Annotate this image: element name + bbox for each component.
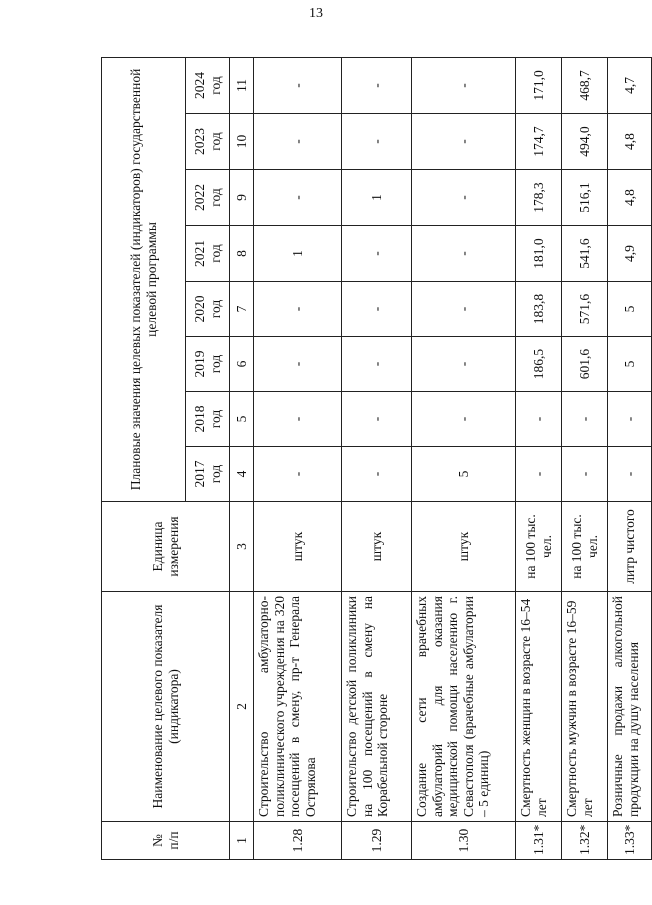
- row-unit: штук: [412, 502, 516, 592]
- row-value: -: [254, 114, 342, 170]
- header-year: 2019 год: [186, 337, 230, 392]
- table-row: [254, 57, 342, 859]
- header-name: Наименование целевого показателя (индикатора): [102, 592, 230, 822]
- index-cell: 2: [230, 592, 254, 822]
- index-row: [230, 57, 254, 859]
- row-value: 4,8: [608, 114, 652, 170]
- table-row: [342, 57, 412, 859]
- row-value: 5: [608, 337, 652, 392]
- row-value: -: [254, 282, 342, 337]
- table-row: [562, 57, 608, 859]
- row-name: Создание сети врачебных амбулаторий для оказания медицинской помощи населению г. Севастополя (врачебные амбулатории – 5 единиц): [412, 592, 516, 822]
- header-year: 2018 год: [186, 392, 230, 447]
- row-value: -: [412, 57, 516, 113]
- header-year: 2022 год: [186, 170, 230, 226]
- row-num: 1.33*: [608, 822, 652, 860]
- row-value: -: [562, 447, 608, 502]
- header-year: 2017 год: [186, 447, 230, 502]
- row-value: 1: [254, 226, 342, 282]
- row-value: 541,6: [562, 226, 608, 282]
- index-cell: 7: [230, 282, 254, 337]
- row-value: 516,1: [562, 170, 608, 226]
- row-value: -: [516, 447, 562, 502]
- row-value: 171,0: [516, 57, 562, 113]
- row-value: -: [516, 392, 562, 447]
- row-unit: на 100 тыс. чел.: [562, 502, 608, 592]
- header-unit: Единица измерения: [102, 502, 230, 592]
- row-value: 1: [342, 170, 412, 226]
- indicators-table: [101, 57, 652, 860]
- row-value: 5: [608, 282, 652, 337]
- row-value: -: [342, 447, 412, 502]
- header-year: 2023 год: [186, 114, 230, 170]
- header-row-1: [102, 57, 186, 859]
- table-row: [412, 57, 516, 859]
- index-cell: 6: [230, 337, 254, 392]
- header-planned: Плановые значения целевых показателей (индикаторов) государственной целевой программы: [102, 57, 186, 501]
- page-number: 13: [309, 6, 323, 21]
- row-value: -: [342, 282, 412, 337]
- header-num: № п/п: [102, 822, 230, 860]
- rotated-table-container: [101, 58, 641, 860]
- row-value: 468,7: [562, 57, 608, 113]
- index-cell: 4: [230, 447, 254, 502]
- row-value: -: [608, 392, 652, 447]
- row-value: -: [254, 447, 342, 502]
- row-unit: штук: [342, 502, 412, 592]
- header-year: 2021 год: [186, 226, 230, 282]
- index-cell: 1: [230, 822, 254, 860]
- row-value: -: [412, 337, 516, 392]
- row-value: 183,8: [516, 282, 562, 337]
- row-num: 1.30: [412, 822, 516, 860]
- row-value: 181,0: [516, 226, 562, 282]
- row-value: -: [608, 447, 652, 502]
- table-row: [608, 57, 652, 859]
- row-value: 4,7: [608, 57, 652, 113]
- row-value: 178,3: [516, 170, 562, 226]
- row-value: -: [254, 337, 342, 392]
- row-name: Смертность женщин в возрасте 16–54 лет: [516, 592, 562, 822]
- row-value: -: [412, 392, 516, 447]
- row-value: -: [254, 392, 342, 447]
- row-unit: на 100 тыс. чел.: [516, 502, 562, 592]
- row-num: 1.29: [342, 822, 412, 860]
- row-num: 1.31*: [516, 822, 562, 860]
- row-value: -: [254, 170, 342, 226]
- table-row: [516, 57, 562, 859]
- row-value: 4,8: [608, 170, 652, 226]
- index-cell: 11: [230, 57, 254, 113]
- row-value: -: [254, 57, 342, 113]
- row-num: 1.28: [254, 822, 342, 860]
- row-value: 601,6: [562, 337, 608, 392]
- row-value: 174,7: [516, 114, 562, 170]
- row-value: -: [412, 114, 516, 170]
- row-num: 1.32*: [562, 822, 608, 860]
- row-unit: штук: [254, 502, 342, 592]
- index-cell: 9: [230, 170, 254, 226]
- row-value: -: [412, 226, 516, 282]
- header-year: 2020 год: [186, 282, 230, 337]
- row-value: -: [342, 337, 412, 392]
- row-value: 494,0: [562, 114, 608, 170]
- row-value: -: [342, 226, 412, 282]
- index-cell: 10: [230, 114, 254, 170]
- row-name: Розничные продажи алкогольной продукции на душу населения: [608, 592, 652, 822]
- row-value: -: [342, 114, 412, 170]
- index-cell: 3: [230, 502, 254, 592]
- row-value: -: [412, 282, 516, 337]
- row-name: Строительство детской поликлиники на 100 посещений в смену на Корабельной стороне: [342, 592, 412, 822]
- row-value: -: [342, 57, 412, 113]
- row-name: Смертность мужчин в возрасте 16–59 лет: [562, 592, 608, 822]
- row-value: 186,5: [516, 337, 562, 392]
- row-value: -: [562, 392, 608, 447]
- row-value: 571,6: [562, 282, 608, 337]
- index-cell: 8: [230, 226, 254, 282]
- row-value: 4,9: [608, 226, 652, 282]
- index-cell: 5: [230, 392, 254, 447]
- row-unit: литр чистого: [608, 502, 652, 592]
- row-value: -: [412, 170, 516, 226]
- row-value: 5: [412, 447, 516, 502]
- row-value: -: [342, 392, 412, 447]
- header-year: 2024 год: [186, 57, 230, 113]
- row-name: Строительство амбулаторно-поликлинического учреждения на 320 посещений в смену, пр-т Генерала Острякова: [254, 592, 342, 822]
